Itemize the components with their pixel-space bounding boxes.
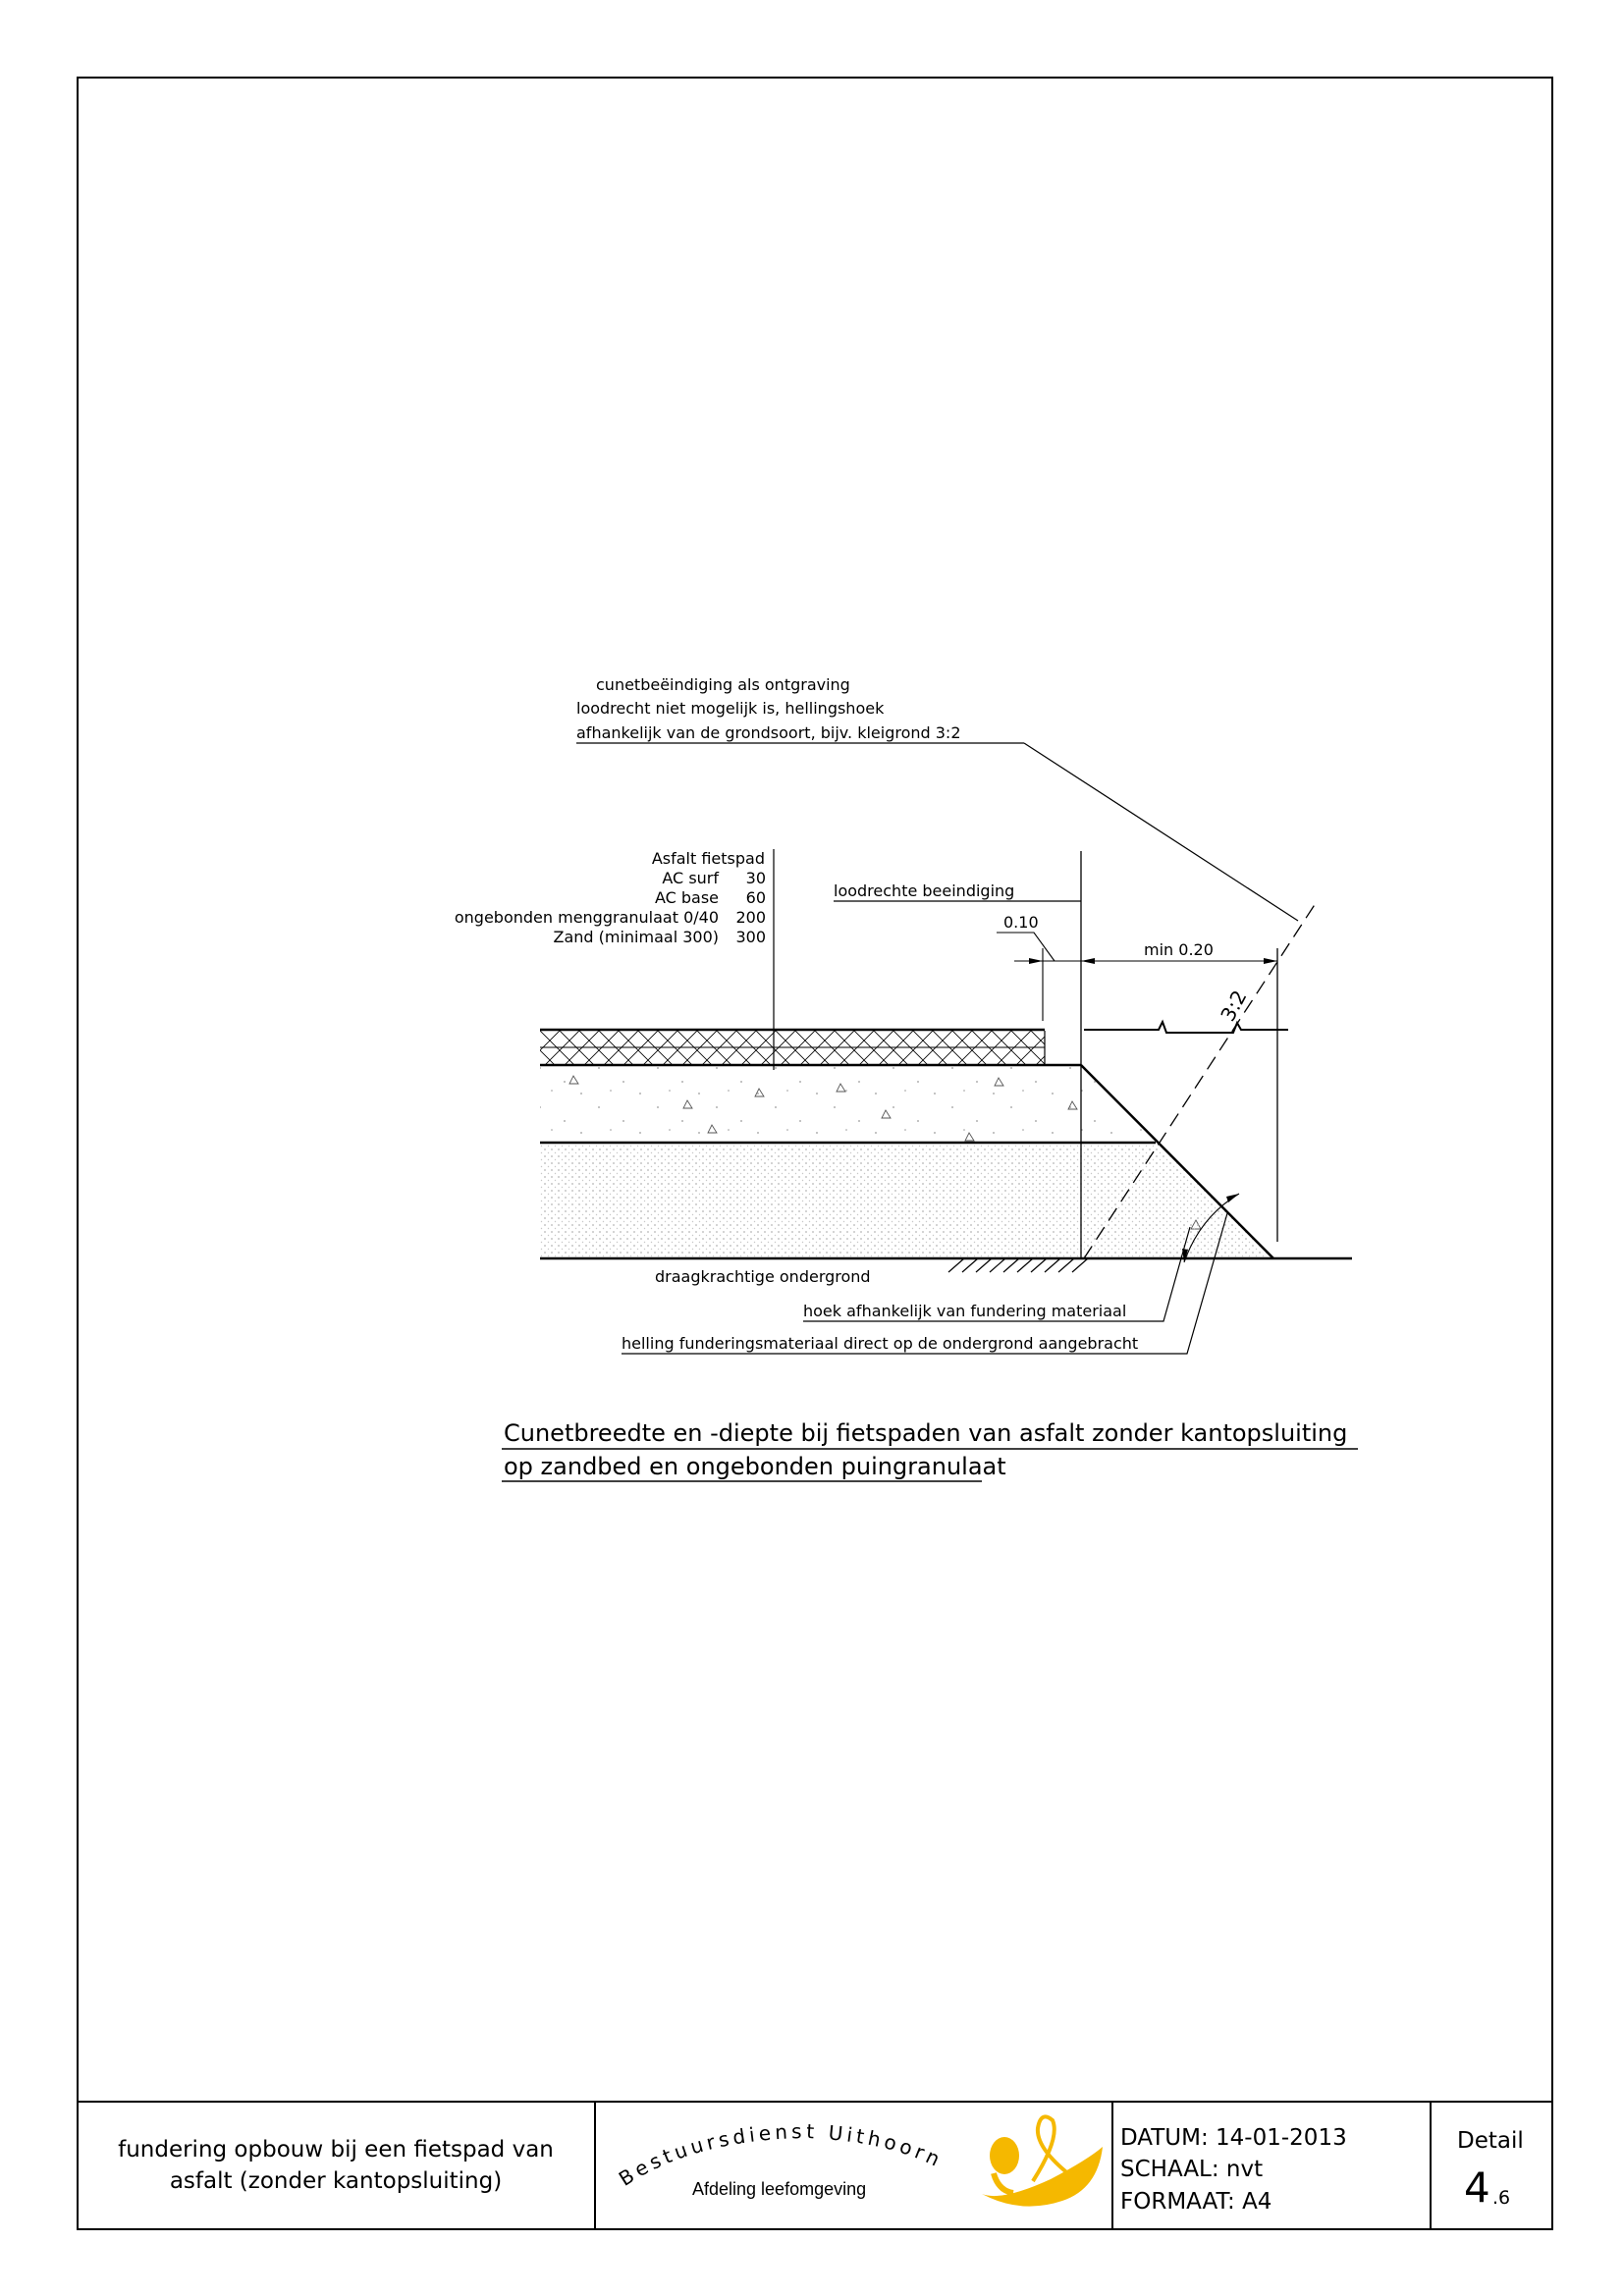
description-line-1: fundering opbouw bij een fietspad van [118, 2137, 554, 2163]
caption [502, 1419, 1358, 1481]
subgrade-hatch [948, 1258, 1088, 1272]
layer-value-ac-base: 60 [745, 888, 766, 907]
label-subgrade: draagkrachtige ondergrond [655, 1267, 871, 1286]
top-note-leader [1024, 743, 1298, 921]
detail-label: Detail [1457, 2128, 1524, 2154]
label-loodrechte-beeindiging: loodrechte beeindiging [834, 881, 1015, 900]
schaal-text: SCHAAL: nvt [1120, 2157, 1264, 2182]
top-note-line-1: cunetbeëindiging als ontgraving [596, 675, 850, 694]
label-helling: helling funderingsmateriaal direct op de ondergrond aangebracht [622, 1334, 1139, 1353]
formaat-text: FORMAAT: A4 [1120, 2189, 1272, 2215]
dim-010-arrow-left [1029, 958, 1043, 964]
description-line-2: asfalt (zonder kantopsluiting) [169, 2168, 503, 2194]
layer-name-ac-base: AC base [654, 888, 719, 907]
logo-wordmark: Bestuursdienst Uithoorn [614, 2118, 947, 2191]
dim-min020-text: min 0.20 [1144, 940, 1214, 959]
title-block [78, 2102, 1552, 2229]
layer-value-menggranulaat: 200 [735, 908, 766, 927]
gravel-layer [540, 1065, 1156, 1143]
layer-value-ac-surf: 30 [745, 869, 766, 887]
layer-name-ac-surf: AC surf [662, 869, 719, 887]
sand-layer [540, 1143, 1273, 1258]
caption-line-2: op zandbed en ongebonden puingranulaat [504, 1453, 1006, 1480]
dim-010-leader [997, 933, 1055, 961]
datum-text: DATUM: 14-01-2013 [1120, 2125, 1347, 2151]
layer-value-zand: 300 [735, 928, 766, 946]
dim-min020-arrow [1264, 958, 1277, 964]
detail-number: 4 [1464, 2163, 1490, 2212]
layer-name-menggranulaat: ongebonden menggranulaat 0/40 [454, 908, 719, 927]
slope-ratio-label: 3:2 [1216, 986, 1252, 1026]
label-hoek: hoek afhankelijk van fundering materiaal [803, 1302, 1127, 1320]
layer-legend-title: Asfalt fietspad [651, 849, 765, 868]
caption-line-1: Cunetbreedte en -diepte bij fietspaden van asfalt zonder kantopsluiting [504, 1419, 1348, 1447]
dim-010-text: 0.10 [1003, 913, 1039, 932]
layer-name-zand: Zand (minimaal 300) [553, 928, 719, 946]
logo-subtitle: Afdeling leefomgeving [692, 2179, 867, 2199]
ground-surface-line [1084, 1022, 1288, 1033]
detail-subnumber: .6 [1492, 2187, 1511, 2209]
top-note-line-2: loodrecht niet mogelijk is, hellingshoek [576, 699, 885, 718]
top-note-line-3: afhankelijk van de grondsoort, bijv. kleigrond 3:2 [576, 723, 961, 742]
logo [615, 2116, 1103, 2206]
angle-arrow-upper [1226, 1194, 1239, 1202]
logo-emblem [982, 2116, 1103, 2206]
